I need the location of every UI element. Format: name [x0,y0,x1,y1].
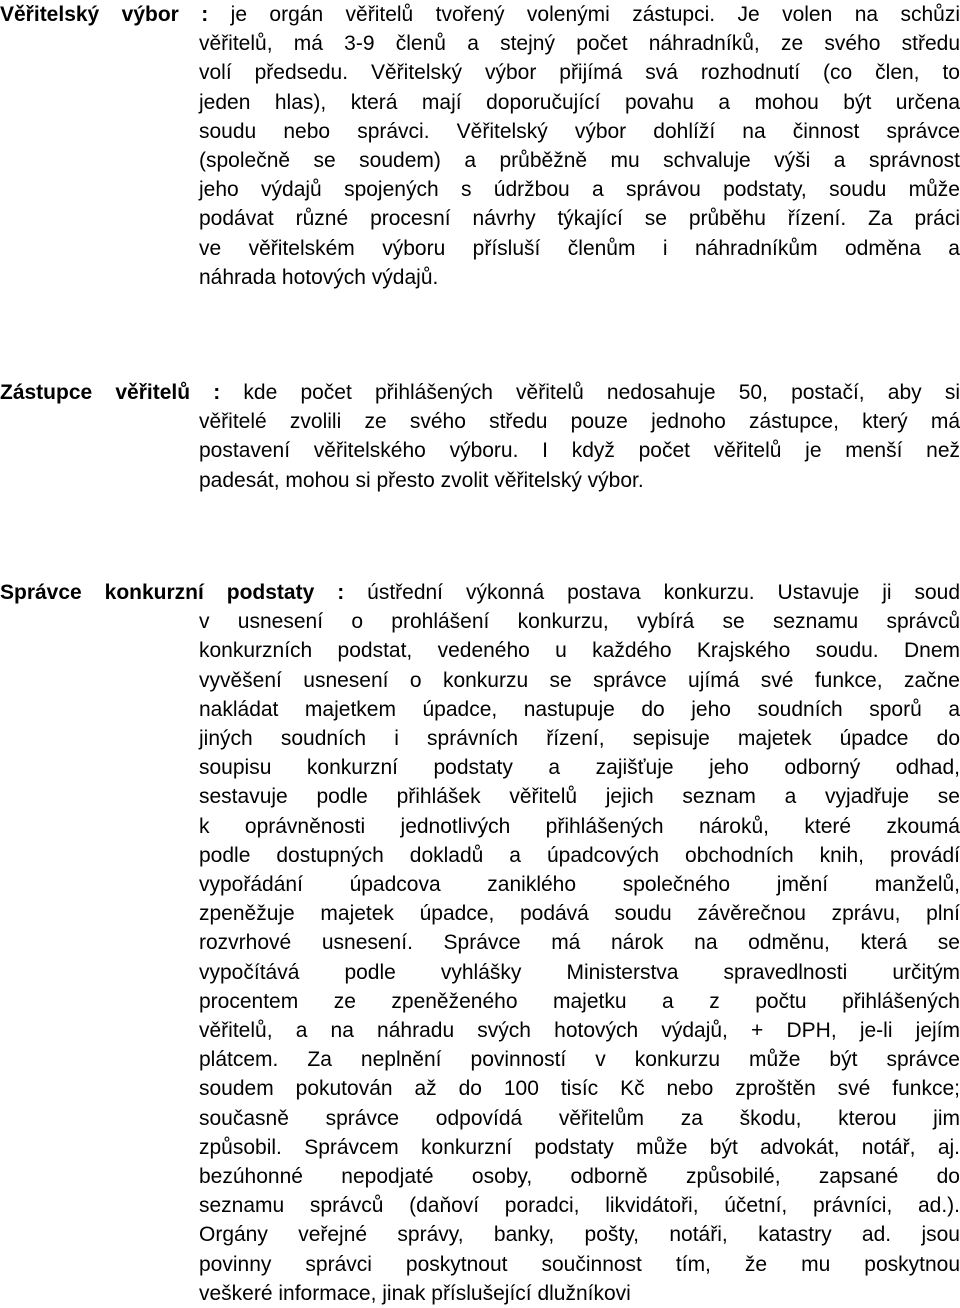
line-text: jiných soudních i správních řízení, sepisuje majetek úpadce do [199,727,960,751]
line-text: soupisu konkurzní podstaty a zajišťuje jeho odborný odhad, [199,756,960,780]
line-text: je orgán věřitelů tvořený volenými zástupci. Je volen na schůzi [208,3,960,26]
text-line [0,928,960,957]
text-line [0,1162,960,1191]
text-line [0,204,960,233]
text-line [0,870,960,899]
line-text: soudu nebo správci. Věřitelský výbor dohlíží na činnost správce [199,119,960,143]
text-line [0,407,960,436]
text-line [0,88,960,117]
text-line [0,146,960,175]
line-text: (společně se soudem) a průběžně mu schvaluje výši a správnost [199,149,960,173]
line-text: kde počet přihlášených věřitelů nedosahuje 50, postačí, aby si [220,381,960,404]
line-text: sestavuje podle přihlášek věřitelů jejich seznam a vyjadřuje se [199,785,960,809]
text-line [0,1045,960,1074]
line-text: padesát, mohou si přesto zvolit věřitelský výbor. [199,468,644,492]
line-text: věřitelů, má 3-9 členů a stejný počet náhradníků, ze svého středu [199,32,960,56]
text-line [0,1191,960,1220]
line-text: vypořádání úpadcova zaniklého společného jmění manželů, [199,873,960,897]
text-line [0,1104,960,1133]
line-text: Orgány veřejné správy, banky, pošty, notáři, katastry ad. jsou [199,1223,960,1247]
definition-spravce-konkurzni-podstaty [0,578,960,1308]
text-line [0,958,960,987]
text-line [0,782,960,811]
text-line [0,899,960,928]
text-line [0,234,960,263]
text-line [0,812,960,841]
text-line [0,58,960,87]
term-heading: Správce konkurzní podstaty : [0,581,345,604]
text-line [0,263,960,292]
text-line [0,695,960,724]
text-line [0,436,960,465]
line-text: věřitelů, a na náhradu svých hotových výdajů, + DPH, je-li jejím [199,1019,960,1043]
text-line [0,29,960,58]
line-text: rozvrhové usnesení. Správce má nárok na odměnu, která se [199,931,960,955]
text-line [0,1074,960,1103]
text-line [0,378,960,407]
line-text: plátcem. Za neplnění povinností v konkurzu může být správce [199,1048,960,1072]
line-text: jeden hlas), která mají doporučující povahu a mohou být určena [199,90,960,114]
text-line [0,1250,960,1279]
line-text: ústřední výkonná postava konkurzu. Ustavuje ji soud [344,581,960,604]
line-text: seznamu správců (daňoví poradci, likvidátoři, účetní, právníci, ad.). [199,1194,960,1218]
definition-vveritelsky-vybor [0,0,960,292]
line-text: procentem ze zpeněženého majetku a z počtu přihlášených [199,989,960,1013]
text-line [0,0,960,29]
text-line [0,1220,960,1249]
text-line [0,636,960,665]
line-text: veškeré informace, jinak příslušející dlužníkovi [199,1281,631,1305]
line-text: v usnesení o prohlášení konkurzu, vybírá se seznamu správců [199,610,960,634]
line-text: náhrada hotových výdajů. [199,265,439,289]
text-line [0,578,960,607]
line-text: podávat různé procesní návrhy týkající se průběhu řízení. Za práci [199,207,960,231]
line-text: ve věřitelském výboru přísluší členům i náhradníkům odměna a [199,236,960,260]
line-text: způsobil. Správcem konkurzní podstaty může být advokát, notář, aj. [199,1135,960,1159]
line-text: postavení věřitelského výboru. I když počet věřitelů je menší než [199,439,960,463]
text-line [0,841,960,870]
line-text: věřitelé zvolili ze svého středu pouze jednoho zástupce, který má [199,410,960,434]
definition-zastupce-veritelu [0,378,960,495]
line-text: volí předsedu. Věřitelský výbor přijímá svá rozhodnutí (co člen, to [199,61,960,85]
line-text: vypočítává podle vyhlášky Ministerstva spravedlnosti určitým [199,960,960,984]
term-heading: Zástupce věřitelů : [0,381,221,404]
line-text: k oprávněnosti jednotlivých přihlášených nároků, které zkoumá [199,814,960,838]
text-line [0,666,960,695]
line-text: zpeněžuje majetek úpadce, podává soudu závěrečnou zprávu, plní [199,902,960,926]
line-text: vyvěšení usnesení o konkurzu se správce ujímá své funkce, začne [199,668,960,692]
term-heading: Věřitelský výbor : [0,3,209,26]
text-line [0,724,960,753]
text-line [0,1016,960,1045]
text-line [0,175,960,204]
line-text: současně správce odpovídá věřitelům za škodu, kterou jim [199,1106,960,1130]
line-text: povinny správci poskytnout součinnost tím, že mu poskytnou [199,1252,960,1276]
text-line [0,1279,960,1308]
text-line [0,466,960,495]
line-text: jeho výdajů spojených s údržbou a správou podstaty, soudu může [199,178,960,202]
line-text: nakládat majetkem úpadce, nastupuje do jeho soudních sporů a [199,697,960,721]
text-line [0,607,960,636]
line-text: podle dostupných dokladů a úpadcových obchodních knih, provádí [199,843,960,867]
text-line [0,987,960,1016]
text-line [0,753,960,782]
line-text: bezúhonné nepodjaté osoby, odborně způsobilé, zapsané do [199,1165,960,1189]
line-text: soudem pokutován až do 100 tisíc Kč nebo zproštěn své funkce; [199,1077,960,1101]
line-text: konkurzních podstat, vedeného u každého Krajského soudu. Dnem [199,639,960,663]
text-line [0,1133,960,1162]
text-line [0,117,960,146]
